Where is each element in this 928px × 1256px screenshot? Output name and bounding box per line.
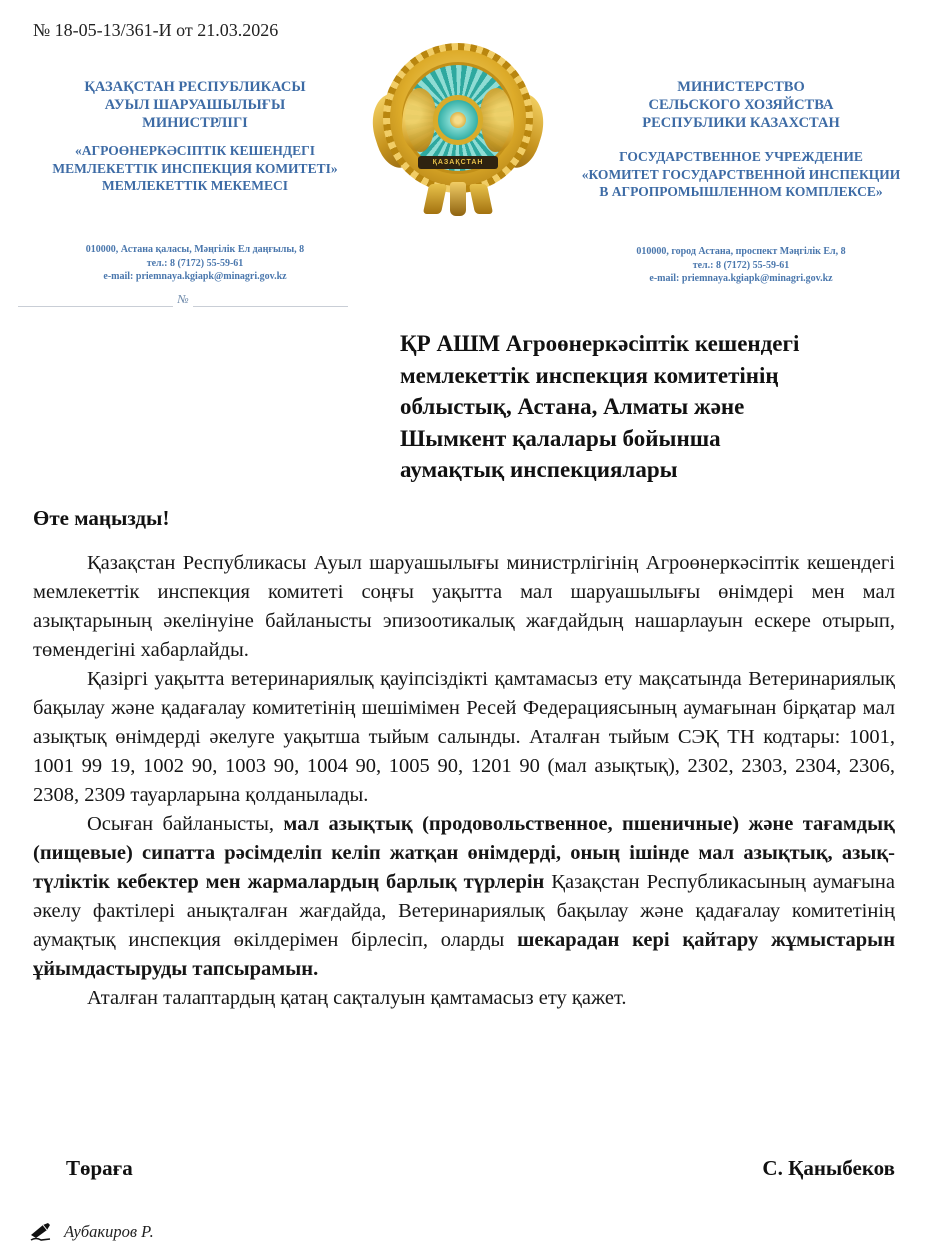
- committee-line: МЕМЛЕКЕТТІК МЕКЕМЕСІ: [101, 178, 289, 193]
- paragraph-3-bold-instruction: шекарадан кері қайтару жұмыстарын ұйымдастыруды тапсырамын.: [33, 929, 896, 980]
- email-line: e-mail: priemnaya.kgiapk@minagri.gov.kz: [103, 271, 287, 282]
- committee-line: МЕМЛЕКЕТТІК ИНСПЕКЦИЯ КОМИТЕТІ»: [52, 160, 338, 176]
- letterhead-left-kazakh: [30, 78, 360, 195]
- email-line: e-mail: priemnaya.kgiapk@minagri.gov.kz: [649, 273, 833, 284]
- paragraph-3-intro: Осыған байланысты,: [87, 813, 284, 835]
- recipient-line: ҚР АШМ Агроөнеркәсіптік кешендегі: [400, 331, 800, 356]
- blank-underline: [18, 293, 173, 307]
- signer-name: С. Қаныбеков: [762, 1156, 895, 1180]
- contact-block-kk: [30, 243, 360, 284]
- outgoing-number-blank: [18, 292, 348, 307]
- committee-name-kk: [30, 142, 360, 195]
- letterhead-right-russian: [560, 78, 922, 201]
- paragraph-1: Қазақстан Республикасы Ауыл шаруашылығы министрлігінің Агроөнеркәсіптік кешендегі мемлекеттік инспекция комитеті соңғы уақытта мал шаруашылығы өнімдері мен мал азықтарының әкелінуіне байланысты эпизоотикалық жағдайдың нашарлауын ескере отырып, төмендегіні хабарлайды.: [33, 552, 895, 661]
- executor-name: Аубакиров Р.: [64, 1222, 154, 1241]
- recipient-line: облыстық, Астана, Алматы және: [400, 394, 745, 419]
- recipient-line: Шымкент қалалары бойынша: [400, 425, 721, 451]
- phone-line: тел.: 8 (7172) 55-59-61: [692, 259, 790, 271]
- reference-number: № 18-05-13/361-И от 21.03.2026: [33, 20, 279, 40]
- recipient-block: [400, 328, 905, 486]
- paragraph-4: Аталған талаптардың қатаң сақталуын қамтамасыз ету қажет.: [87, 987, 627, 1009]
- blank-underline: [193, 293, 348, 307]
- address-line: 010000, Астана қаласы, Мәңгілік Ел даңғылы, 8: [85, 244, 305, 255]
- phone-line: тел.: 8 (7172) 55-59-61: [146, 257, 244, 269]
- emblem-tassel-right: [469, 184, 493, 214]
- number-sign: №: [177, 292, 189, 306]
- kazakhstan-coat-of-arms-icon: [376, 42, 540, 218]
- committee-line: «КОМИТЕТ ГОСУДАРСТВЕННОЙ ИНСПЕКЦИИ: [581, 166, 901, 182]
- letter-body: [33, 549, 895, 1013]
- ministry-line: МИНИСТРЛІГІ: [142, 115, 248, 131]
- committee-name-ru: [560, 148, 922, 201]
- emblem-center-dot: [450, 112, 466, 128]
- paragraph-3-middle: Қазақстан Республикасының аумағына әкелу фактілері анықталған жағдайда, Ветеринариялық бақылау және қадағалау комитетінің аумақтық инспекция өкілдерімен бірлесіп, оларды: [33, 871, 895, 951]
- emblem-banner: ҚАЗАҚСТАН: [418, 156, 498, 169]
- emblem-tassel-left: [423, 184, 447, 214]
- executor-signature-icon: [30, 1222, 55, 1242]
- paragraph-3: [33, 810, 895, 984]
- emblem-tassel-center: [450, 182, 466, 216]
- ministry-line: РЕСПУБЛИКИ КАЗАХСТАН: [642, 115, 840, 131]
- ministry-name-ru: [560, 78, 922, 132]
- ministry-line: СЕЛЬСКОГО ХОЗЯЙСТВА: [648, 97, 834, 113]
- address-line: 010000, город Астана, проспект Мәңгілік Ел, 8: [636, 246, 846, 257]
- executor-row: [30, 1222, 154, 1242]
- committee-line: В АГРОПРОМЫШЛЕННОМ КОМПЛЕКСЕ»: [599, 184, 883, 199]
- ministry-line: ҚАЗАҚСТАН РЕСПУБЛИКАСЫ: [84, 79, 306, 95]
- ministry-name-kk: [30, 78, 360, 132]
- committee-line: ГОСУДАРСТВЕННОЕ УЧРЕЖДЕНИЕ: [619, 149, 863, 164]
- importance-note: Өте маңызды!: [33, 506, 170, 530]
- signature-row: [33, 1156, 895, 1181]
- ministry-line: АУЫЛ ШАРУАШЫЛЫҒЫ: [104, 97, 286, 113]
- recipient-line: мемлекеттік инспекция комитетінің: [400, 362, 779, 388]
- paragraph-2: Қазіргі уақытта ветеринариялық қауіпсіздікті қамтамасыз ету мақсатында Ветеринариялық бақылау және қадағалау комитетінің шешімімен Ресей Федерациясының аумағынан бірқатар мал азықтық өнімдерді әкелуге уақытша тыйым салынды. Аталған тыйым СЭҚ ТН кодтары: 1001, 1001 99 19, 1002 90, 1003 90, 1004 90, 1005 90, 1201 90 (мал азықтық), 2302, 2303, 2304, 2306, 2308, 2309 тауарларына қолданылады.: [33, 668, 895, 806]
- paragraph-3-bold-products: мал азықтық (продовольственное, пшеничные) және тағамдық (пищевые) сипатта рәсімделіп келіп жатқан өнімдерді, оның ішінде мал азықтық, азық-түліктік кебектер мен жармалардың барлық түрлерін: [33, 813, 895, 893]
- recipient-line: аумақтық инспекциялары: [400, 457, 678, 482]
- ministry-line: МИНИСТЕРСТВО: [677, 79, 805, 95]
- committee-line: «АГРОӨНЕРКӘСІПТІК КЕШЕНДЕГІ: [75, 143, 315, 158]
- signer-title: Төраға: [66, 1156, 133, 1180]
- contact-block-ru: [560, 245, 922, 286]
